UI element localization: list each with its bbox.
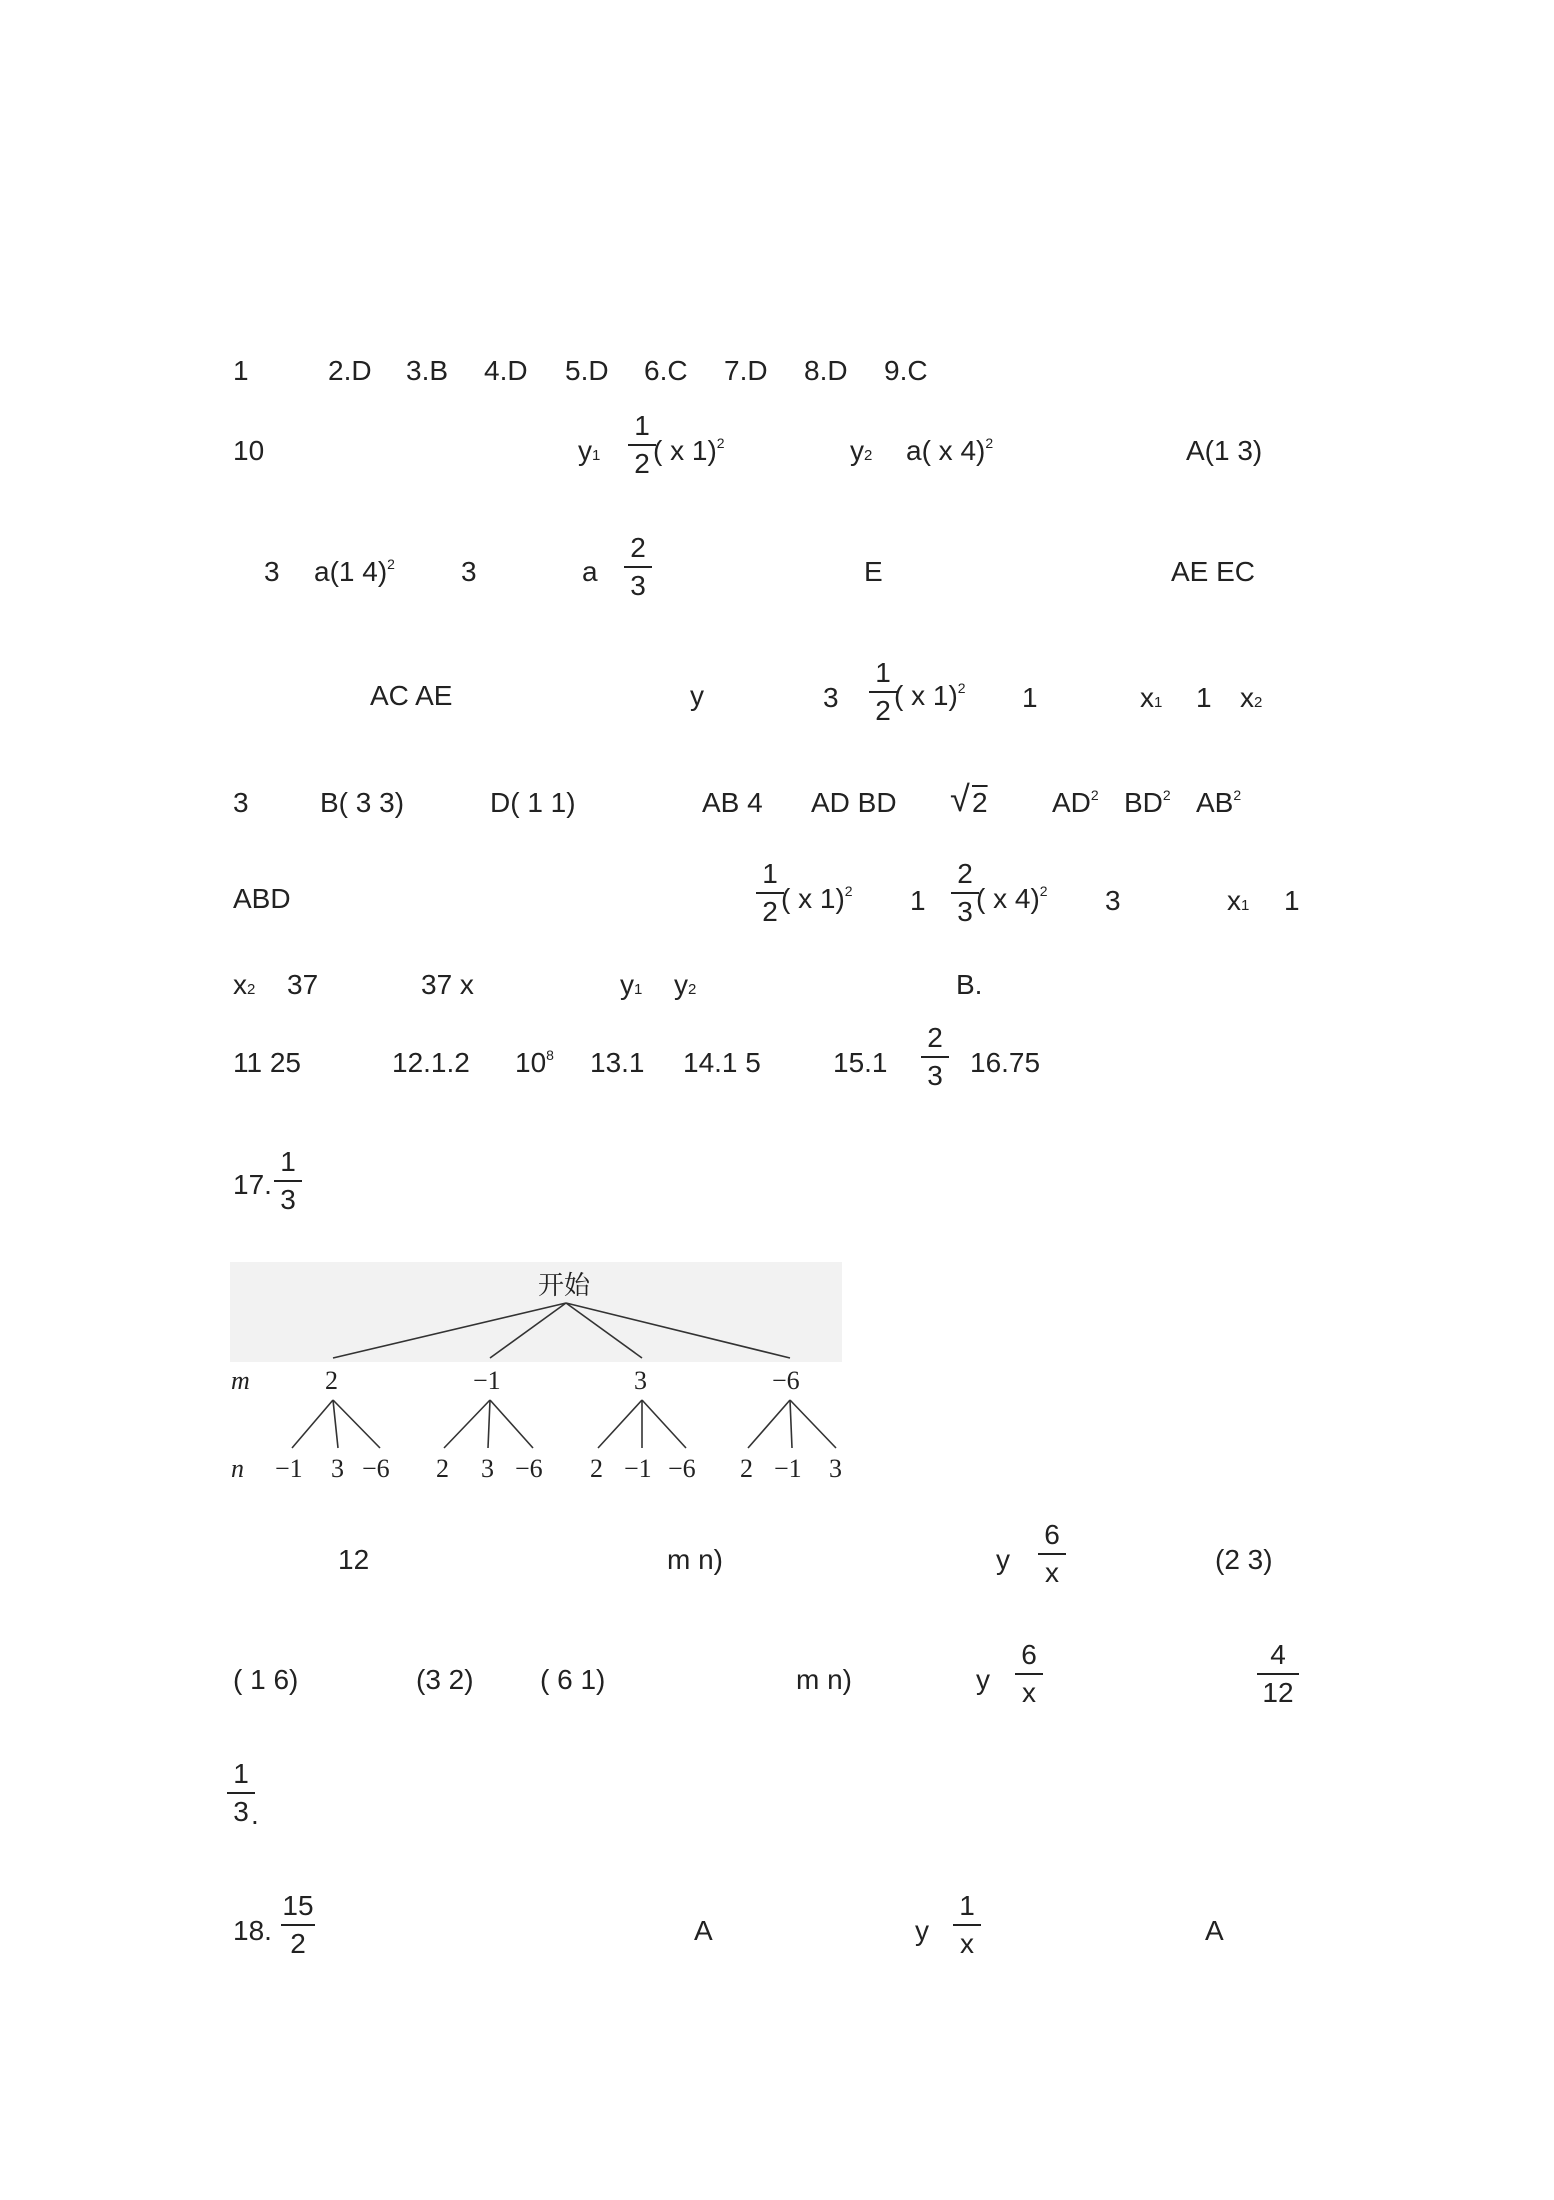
q14-answer: 14.1 5 (683, 1047, 761, 1078)
tree-n-value: −1 (624, 1454, 652, 1483)
var-y: y (690, 680, 704, 711)
period: . (251, 1799, 259, 1830)
q12-answer: 12.1.2 (392, 1047, 470, 1078)
fraction-one-half: 1 2 (625, 410, 659, 480)
fraction-4-over-12: 4 12 (1254, 1639, 1302, 1709)
point-A: A(1 3) (1186, 435, 1263, 466)
answer-B: B. (956, 969, 983, 1000)
point-A: A (1205, 1915, 1224, 1946)
var-x1: x1 (1140, 682, 1163, 713)
fraction-1-over-x: 1 x (950, 1890, 984, 1960)
expr-a-1-minus-4: a(1 4)$^2$ (314, 556, 395, 587)
fraction-15-over-2: 15 2 (282, 1890, 314, 1959)
value-1b: 1 (1284, 885, 1300, 916)
var-y: y (976, 1664, 990, 1695)
expr-x-minus-1: ( x 1)$^2$ (894, 680, 966, 711)
tree-n-value: 3 (481, 1454, 494, 1483)
sqrt-icon: √ (950, 778, 970, 819)
q17-label: 17. (233, 1169, 272, 1200)
tree-root: 开始 (538, 1271, 591, 1300)
var-y1: y1 (620, 969, 643, 1000)
fraction-one-third: 1 3 (224, 1758, 258, 1828)
fraction-two-thirds: 2 3 (621, 532, 655, 602)
fraction-6-over-x: 6 x (1012, 1639, 1046, 1709)
q11-answer: 11 25 (233, 1047, 301, 1078)
pair-m-n: m n) (796, 1664, 852, 1695)
fraction-two-thirds: 2 3 (918, 1022, 952, 1092)
point-3-2: (3 2) (416, 1664, 474, 1695)
point-E: E (864, 556, 883, 587)
AD-squared: $AD^2$ (1052, 787, 1099, 818)
value-3: 3 (823, 682, 839, 713)
triangle-ABD: ABD (233, 883, 291, 914)
segments-AC-AE: AC AE (370, 680, 453, 711)
tree-m-value: −6 (772, 1366, 800, 1395)
value-37-x: 37 x (421, 969, 474, 1000)
var-y: y (996, 1544, 1010, 1575)
point-A: A (694, 1915, 713, 1946)
expr-x-minus-1: ( x 1)$^2$ (781, 883, 853, 914)
value-12: 12 (338, 1544, 370, 1575)
tree-n-value: 2 (590, 1454, 603, 1483)
q2-answer: 2.D (328, 355, 372, 386)
fraction-one-half: 1 2 (753, 858, 787, 928)
point-B: B( 3 3) (320, 787, 405, 818)
value-1b: 1 (1196, 682, 1212, 713)
tree-n-value: −6 (668, 1454, 696, 1483)
tree-n-value: 2 (740, 1454, 753, 1483)
q6-answer: 6.C (644, 355, 688, 386)
tree-m-value: −1 (473, 1366, 501, 1395)
expr-a-x-minus-4: a( x 4)$^2$ (906, 435, 994, 466)
value-3: 3 (264, 556, 280, 587)
pair-m-n: m n) (667, 1544, 723, 1575)
AB-equals-4: AB 4 (702, 787, 763, 818)
value-37: 37 (287, 969, 319, 1000)
var-x2: x2 (233, 969, 256, 1000)
var-y2: y2 (674, 969, 697, 1000)
tree-n-value: −1 (275, 1454, 303, 1483)
var-a: a (582, 556, 598, 587)
expr-x-minus-1: ( x 1)$^2$ (653, 435, 725, 466)
tree-n-value: 2 (436, 1454, 449, 1483)
segments-AD-BD: AD BD (811, 787, 897, 818)
BD-squared: $BD^2$ (1124, 787, 1171, 818)
fraction-two-thirds: 2 3 (948, 858, 982, 928)
var-x2: x2 (1240, 682, 1263, 713)
tree-n-value: −1 (774, 1454, 802, 1483)
tree-m-value: 3 (634, 1366, 647, 1395)
value-3: 3 (233, 787, 249, 818)
q1-number: 1 (233, 355, 249, 386)
tree-n-label: n (231, 1454, 244, 1483)
tree-n-value: 3 (331, 1454, 344, 1483)
point-D: D( 1 1) (490, 787, 576, 818)
q15-answer: 15.1 (833, 1047, 888, 1078)
AB-squared: $AB^2$ (1196, 787, 1242, 818)
q5-answer: 5.D (565, 355, 609, 386)
fraction-one-half: 1 2 (866, 657, 900, 727)
q8-answer: 8.D (804, 355, 848, 386)
q16-answer: 16.75 (970, 1047, 1041, 1078)
fraction-one-third: 1 3 (271, 1146, 305, 1216)
fraction-6-over-x: 6 x (1035, 1519, 1069, 1589)
value-1: 1 (1022, 682, 1038, 713)
value-3b: 3 (461, 556, 477, 587)
segments-AE-EC: AE EC (1171, 556, 1256, 587)
q3-answer: 3.B (406, 355, 449, 386)
sqrt-2-value: 2 (972, 787, 988, 818)
point-neg1-neg6: ( 1 6) (233, 1664, 299, 1695)
q9-answer: 9.C (884, 355, 928, 386)
point-2-3: (2 3) (1215, 1544, 1273, 1575)
q7-answer: 7.D (724, 355, 768, 386)
tree-n-value: 3 (829, 1454, 842, 1483)
var-y1: y1 (578, 435, 601, 466)
power-ten: $10^8$ (515, 1047, 554, 1078)
value-3: 3 (1105, 885, 1121, 916)
q18-label: 18. (233, 1915, 272, 1946)
q4-answer: 4.D (484, 355, 528, 386)
point-neg6-neg1: ( 6 1) (540, 1664, 606, 1695)
tree-m-value: 2 (325, 1366, 338, 1395)
var-y2: y2 (850, 435, 873, 466)
tree-m-label: m (231, 1366, 250, 1395)
var-x1: x1 (1227, 885, 1250, 916)
value-1: 1 (910, 885, 926, 916)
tree-n-value: −6 (515, 1454, 543, 1483)
expr-x-minus-4: ( x 4)$^2$ (976, 883, 1048, 914)
var-y: y (915, 1915, 929, 1946)
q10-number: 10 (233, 435, 265, 466)
tree-n-value: −6 (362, 1454, 390, 1483)
q13-answer: 13.1 (590, 1047, 645, 1078)
